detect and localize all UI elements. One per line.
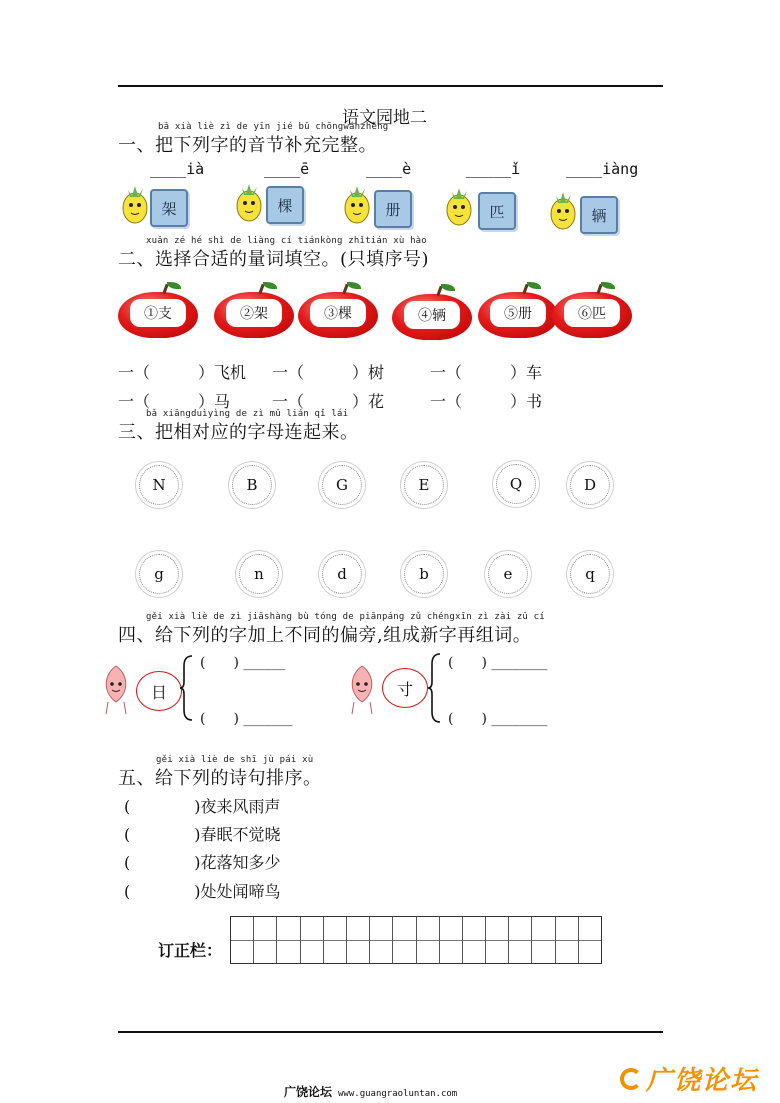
grid-cell[interactable]: [393, 917, 416, 963]
char-box-5: 辆: [580, 196, 618, 234]
fill-item[interactable]: 一（ ）车: [430, 363, 543, 382]
grid-cell[interactable]: [370, 917, 393, 963]
char-box-3: 册: [374, 190, 412, 228]
poem-line[interactable]: ( )夜来风雨声: [124, 797, 281, 816]
apple-option-5: [478, 288, 558, 338]
poem-line[interactable]: ( )春眠不觉晓: [124, 825, 281, 844]
apple-option-4: [392, 290, 472, 340]
letter-upper-G[interactable]: G: [322, 465, 362, 505]
blank-5[interactable]: ____iàng: [566, 160, 639, 178]
blank-3[interactable]: ____è: [366, 160, 412, 178]
char-oval-left: 日: [136, 671, 182, 711]
grid-cell[interactable]: [532, 917, 555, 963]
blank-4[interactable]: _____ǐ: [466, 160, 521, 178]
option-label: ③棵: [310, 299, 366, 327]
fill-item[interactable]: 一（ ）书: [430, 392, 543, 411]
grid-cell[interactable]: [509, 917, 532, 963]
grid-cell[interactable]: [486, 917, 509, 963]
grid-cell[interactable]: [231, 917, 254, 963]
grid-cell[interactable]: [440, 917, 463, 963]
fill-item[interactable]: 一（ ）树: [272, 363, 385, 382]
option-label: ④辆: [404, 301, 460, 329]
apple-option-2: [214, 288, 294, 338]
letter-upper-Q[interactable]: Q: [496, 464, 536, 504]
section3-heading: 三、把相对应的字母连起来。: [118, 422, 359, 443]
site-logo[interactable]: [620, 1060, 758, 1097]
radical-blank[interactable]: ( ) ________: [448, 711, 548, 727]
brace-right-icon: [428, 652, 442, 724]
letter-lower-g[interactable]: g: [139, 554, 179, 594]
grid-cell[interactable]: [579, 917, 601, 963]
grid-cell[interactable]: [463, 917, 486, 963]
letter-upper-B[interactable]: B: [232, 465, 272, 505]
section5-heading: 五、给下列的诗句排序。: [118, 768, 322, 789]
top-rule: [118, 85, 663, 87]
footer-url[interactable]: www.guangraoluntan.com: [338, 1089, 458, 1099]
letter-lower-e[interactable]: e: [488, 554, 528, 594]
pineapple-mascot-icon: [544, 186, 582, 234]
letter-upper-N[interactable]: N: [139, 465, 179, 505]
section4-pinyin: gěi xià liè de zì jiāshàng bù tóng de piānpáng zǔ chéngxīn zì zài zǔ cí: [146, 612, 545, 622]
letter-lower-q[interactable]: q: [570, 554, 610, 594]
section1-heading: 一、把下列字的音节补充完整。: [118, 135, 377, 156]
page-title: 语文园地二: [342, 108, 427, 128]
fill-item[interactable]: 一（ ）马: [118, 392, 231, 411]
poem-line[interactable]: ( )处处闻啼鸟: [124, 882, 281, 901]
option-label: ①支: [130, 299, 186, 327]
radical-blank[interactable]: ( ) ______: [200, 655, 286, 671]
blank-2[interactable]: ____ē: [264, 160, 310, 178]
char-box-2: 棵: [266, 186, 304, 224]
correction-grid[interactable]: [230, 916, 602, 964]
footer-site-name: 广饶论坛: [284, 1085, 333, 1099]
char-oval-right: 寸: [382, 668, 428, 708]
section5-pinyin: gěi xià liè de shī jù pái xù: [156, 755, 314, 765]
apple-option-6: [552, 288, 632, 338]
grid-cell[interactable]: [347, 917, 370, 963]
apple-option-3: [298, 288, 378, 338]
section2-pinyin: xuǎn zé hé shì de liàng cí tiánkòng zhǐtián xù hào: [146, 236, 427, 246]
radical-blank[interactable]: ( ) _______: [200, 711, 293, 727]
grid-cell[interactable]: [417, 917, 440, 963]
logo-text: 广饶论坛: [645, 1066, 758, 1096]
peach-mascot-icon: [344, 662, 380, 718]
correction-label: 订正栏：: [158, 941, 223, 960]
pineapple-mascot-icon: [230, 178, 268, 226]
blank-1[interactable]: ____ià: [150, 160, 205, 178]
letter-upper-D[interactable]: D: [570, 465, 610, 505]
fill-item[interactable]: 一（ ）花: [272, 392, 385, 411]
radical-blank[interactable]: ( ) ________: [448, 655, 548, 671]
apple-option-1: [118, 288, 198, 338]
section4-heading: 四、给下列的字加上不同的偏旁,组成新字再组词。: [118, 625, 532, 646]
peach-mascot-icon: [98, 662, 134, 718]
logo-mark-icon: [620, 1068, 642, 1090]
grid-cell[interactable]: [301, 917, 324, 963]
grid-cell[interactable]: [324, 917, 347, 963]
letter-lower-b[interactable]: b: [404, 554, 444, 594]
option-label: ②架: [226, 299, 282, 327]
section3-pinyin: bǎ xiāngduìyìng de zì mǔ lián qǐ lái: [146, 409, 349, 419]
pineapple-mascot-icon: [440, 182, 478, 230]
letter-lower-d[interactable]: d: [322, 554, 362, 594]
char-box-1: 架: [150, 189, 188, 227]
section2-heading: 二、选择合适的量词填空。(只填序号): [118, 249, 430, 270]
grid-cell[interactable]: [556, 917, 579, 963]
option-label: ⑤册: [490, 299, 546, 327]
bottom-rule: [118, 1031, 663, 1033]
option-label: ⑥匹: [564, 299, 620, 327]
fill-item[interactable]: 一（ ）飞机: [118, 363, 247, 382]
grid-cell[interactable]: [254, 917, 277, 963]
footer: [284, 1083, 457, 1100]
grid-cell[interactable]: [277, 917, 300, 963]
brace-left-icon: [180, 654, 194, 722]
pineapple-mascot-icon: [116, 180, 154, 228]
letter-lower-n[interactable]: n: [239, 554, 279, 594]
char-box-4: 匹: [478, 192, 516, 230]
letter-upper-E[interactable]: E: [404, 465, 444, 505]
section1-pinyin: bǎ xià liè zì de yīn jié bǔ chōngwánzhěng: [158, 122, 389, 132]
pineapple-mascot-icon: [338, 180, 376, 228]
poem-line[interactable]: ( )花落知多少: [124, 853, 281, 872]
